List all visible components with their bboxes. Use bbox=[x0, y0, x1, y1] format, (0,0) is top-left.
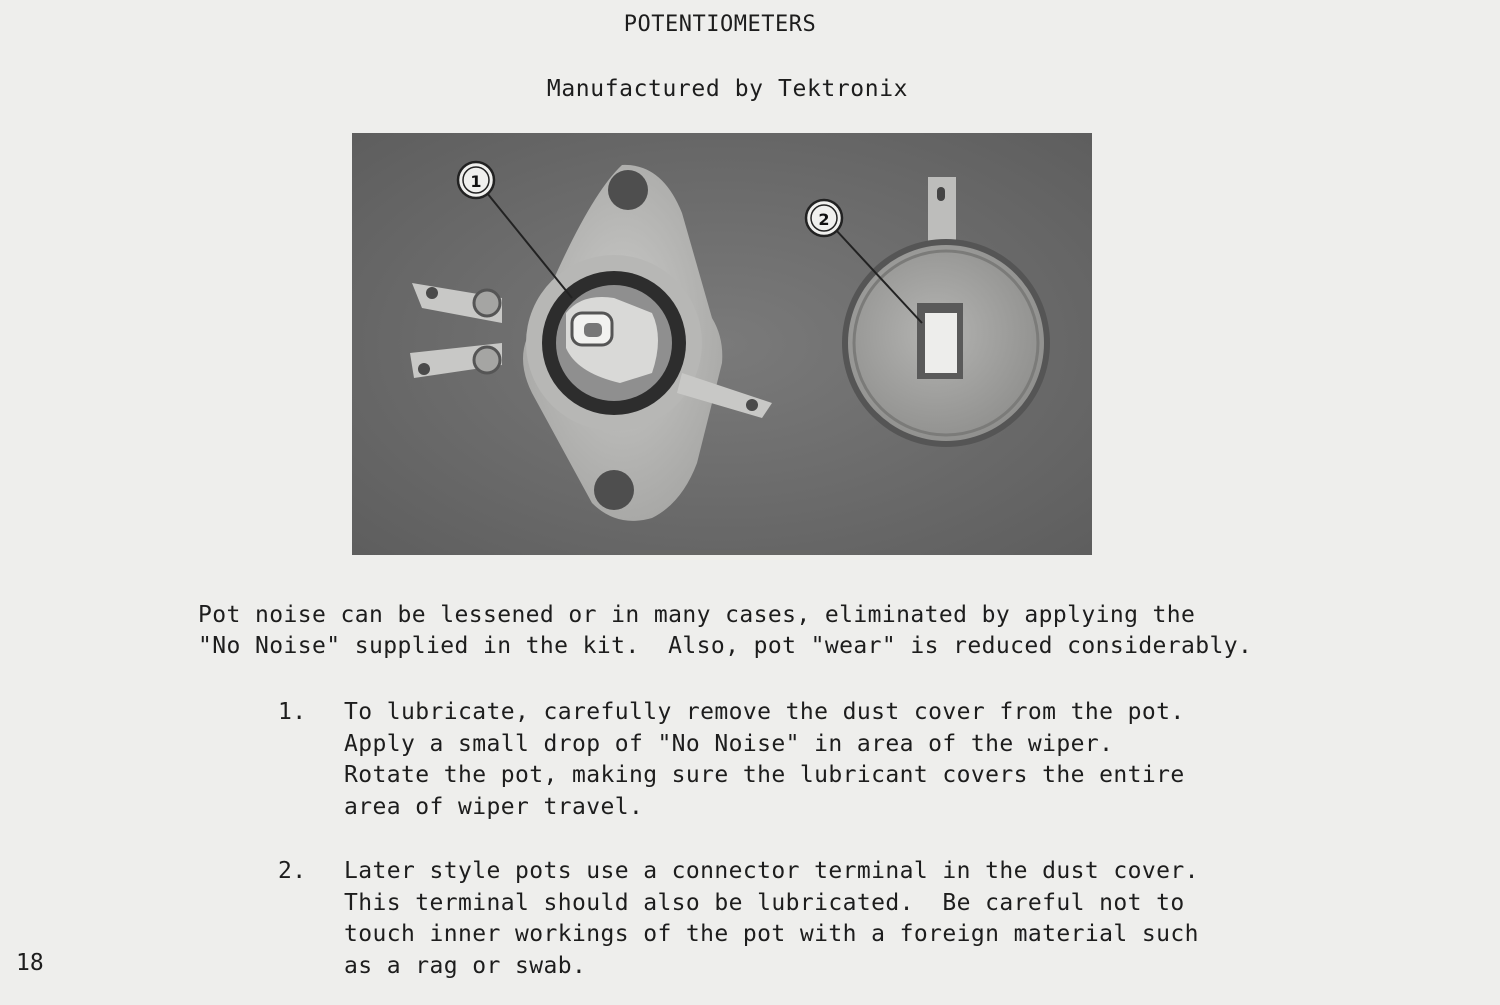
page-number: 18 bbox=[16, 950, 44, 976]
page-title: POTENTIOMETERS bbox=[623, 12, 817, 37]
page-subtitle: Manufactured by Tektronix bbox=[546, 76, 909, 102]
step-text: Later style pots use a connector terminal in the dust cover. This terminal should also be lubricated. Be careful not to touch inner workings of the pot with a foreign material such as a rag or swab. bbox=[344, 858, 1199, 979]
step-text: To lubricate, carefully remove the dust cover from the pot. Apply a small drop of "No Noise" in area of the wiper. Rotate the pot, making sure the lubricant covers the entire area of wiper travel. bbox=[344, 699, 1185, 820]
step-number: 1. bbox=[278, 699, 307, 725]
intro-paragraph: Pot noise can be lessened or in many cases, eliminated by applying the "No Noise" supplied in the kit. Also, pot "wear" is reduced considerably. bbox=[198, 602, 1253, 659]
callout-2-label: 2 bbox=[818, 210, 830, 229]
step-number: 2. bbox=[278, 858, 307, 884]
callout-1-label: 1 bbox=[470, 172, 482, 191]
potentiometer-photo bbox=[352, 133, 1092, 555]
